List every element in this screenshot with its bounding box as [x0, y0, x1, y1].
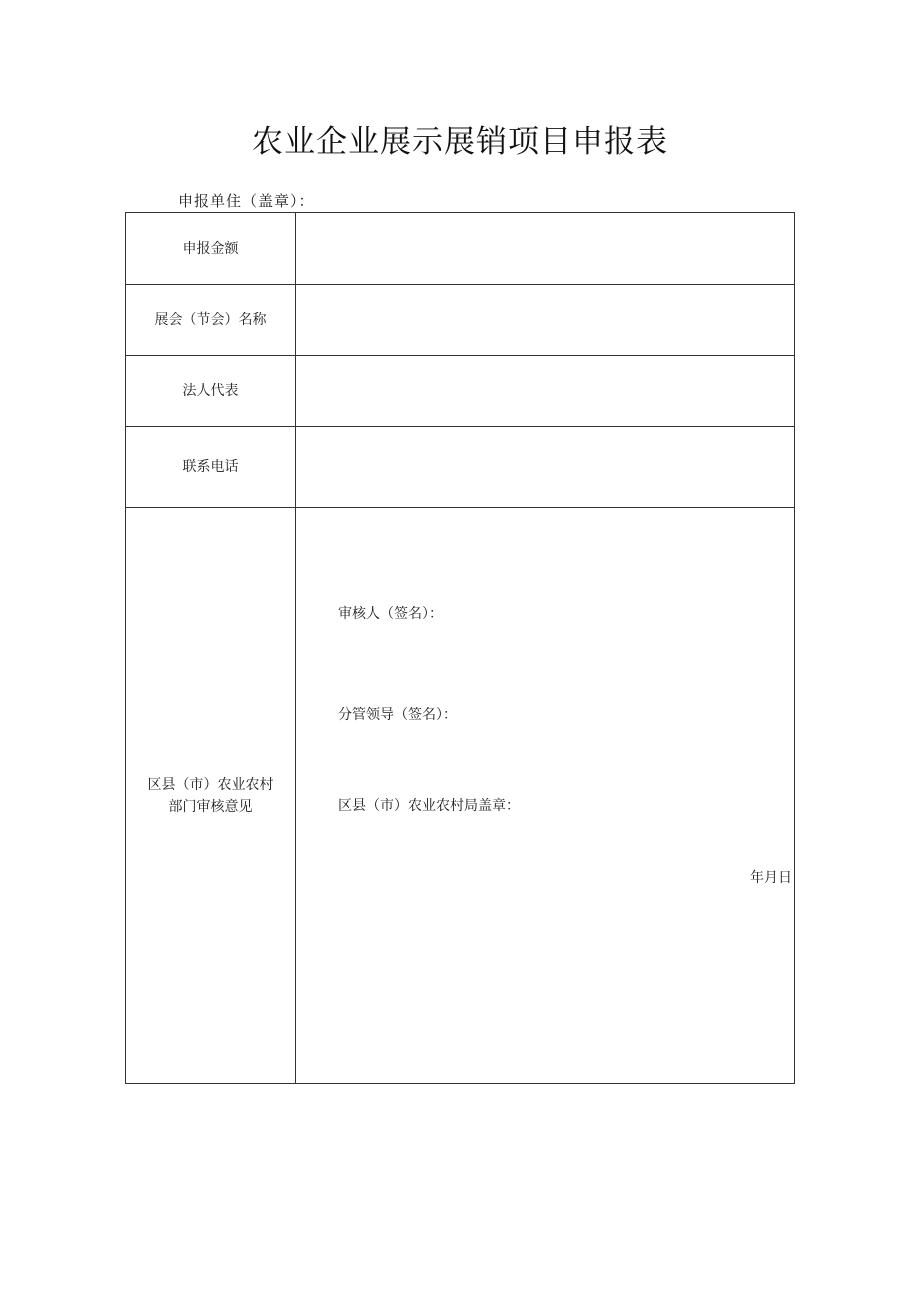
- amount-field[interactable]: [296, 213, 795, 285]
- application-form-table: [125, 212, 795, 1084]
- review-opinion-field[interactable]: [296, 508, 795, 1084]
- review-label-line1: 区县（市）农业农村: [147, 776, 274, 793]
- phone-field[interactable]: [296, 427, 795, 508]
- legal-representative-label: 法人代表: [126, 356, 296, 427]
- table-row: [126, 508, 795, 1084]
- table-row: [126, 356, 795, 427]
- table-row: [126, 213, 795, 285]
- review-label-line2: 部门审核意见: [168, 798, 253, 815]
- form-title: 农业企业展示展销项目申报表: [252, 124, 668, 160]
- table-row: [126, 427, 795, 508]
- bureau-seal-label: 区县（市）农业农村局盖章：: [338, 798, 520, 814]
- exhibition-name-label: 展会（节会）名称: [126, 285, 296, 356]
- review-opinion-label: [126, 508, 296, 1084]
- phone-label: 联系电话: [126, 427, 296, 508]
- date-label: 年月日: [750, 870, 792, 886]
- exhibition-name-field[interactable]: [296, 285, 795, 356]
- table-row: [126, 285, 795, 356]
- reviewer-signature-label: 审核人（签名）：: [338, 606, 443, 622]
- legal-representative-field[interactable]: [296, 356, 795, 427]
- leader-signature-label: 分管领导（签名）：: [338, 707, 457, 723]
- amount-label: 申报金额: [126, 213, 296, 285]
- applicant-unit-label: 申报单住（盖章）：: [178, 192, 315, 210]
